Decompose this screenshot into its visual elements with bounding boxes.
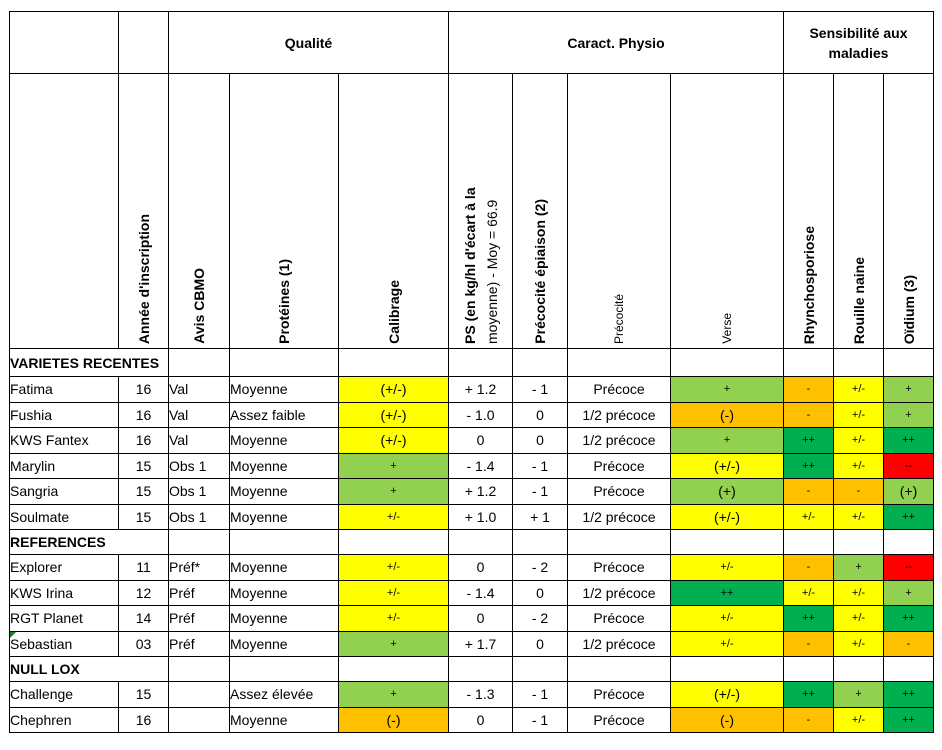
variety-name: KWS Fantex — [10, 428, 119, 454]
precocite-cell: 1/2 précoce — [568, 402, 671, 428]
empty-cell — [339, 349, 449, 377]
annee-cell: 11 — [119, 555, 169, 581]
table-row — [10, 555, 934, 581]
precocite-cell: Précoce — [568, 479, 671, 505]
table-row — [10, 707, 934, 733]
rhyncho-cell: - — [784, 402, 834, 428]
empty-cell — [339, 657, 449, 682]
oidium-cell: ++ — [884, 504, 934, 530]
empty-cell — [784, 530, 834, 555]
table-row — [10, 606, 934, 632]
avis-cell: Val — [169, 377, 230, 403]
epiaison-cell: - 1 — [513, 707, 568, 733]
calibrage-cell: (-) — [339, 707, 449, 733]
rhyncho-cell: ++ — [784, 606, 834, 632]
proteines-cell: Moyenne — [230, 428, 339, 454]
variety-name: Soulmate — [10, 504, 119, 530]
header-verse-text: Verse — [720, 313, 734, 344]
header-proteines — [230, 74, 339, 349]
oidium-cell: (+) — [884, 479, 934, 505]
oidium-cell: ++ — [884, 606, 934, 632]
ps-cell: + 1.2 — [449, 377, 513, 403]
header-ps — [449, 74, 513, 349]
header-annee-text: Année d'inscription — [135, 213, 152, 344]
oidium-cell: ++ — [884, 682, 934, 708]
epiaison-cell: 0 — [513, 402, 568, 428]
section-label: VARIETES RECENTES — [10, 349, 169, 377]
ps-cell: + 1.7 — [449, 631, 513, 657]
header-ps-line2: moyenne) - Moy = 66.9 — [483, 199, 500, 344]
precocite-cell: Précoce — [568, 555, 671, 581]
proteines-cell: Moyenne — [230, 707, 339, 733]
header-ps-line1: PS (en kg/hl d'écart à la — [461, 187, 478, 344]
header-calibrage-text: Calibrage — [385, 280, 402, 344]
empty-cell — [230, 530, 339, 555]
header-oidium-text: Oïdium (3) — [900, 274, 917, 344]
rouille-cell: +/- — [834, 402, 884, 428]
precocite-cell: Précoce — [568, 377, 671, 403]
empty-cell — [169, 349, 230, 377]
variety-name: RGT Planet — [10, 606, 119, 632]
verse-cell: + — [671, 428, 784, 454]
variety-name: KWS Irina — [10, 580, 119, 606]
precocite-cell: Précoce — [568, 453, 671, 479]
rouille-cell: +/- — [834, 377, 884, 403]
avis-cell: Obs 1 — [169, 504, 230, 530]
oidium-cell: ++ — [884, 707, 934, 733]
rouille-cell: +/- — [834, 631, 884, 657]
precocite-cell: 1/2 précoce — [568, 631, 671, 657]
section-row — [10, 530, 934, 555]
rhyncho-cell: +/- — [784, 504, 834, 530]
annee-cell: 16 — [119, 428, 169, 454]
empty-cell — [671, 530, 784, 555]
empty-cell — [230, 657, 339, 682]
empty-cell — [884, 349, 934, 377]
epiaison-cell: 0 — [513, 631, 568, 657]
variety-name: Sebastian — [10, 631, 119, 657]
oidium-cell: + — [884, 402, 934, 428]
avis-cell: Préf — [169, 606, 230, 632]
header-ps-text — [459, 134, 503, 344]
header-rouille — [834, 74, 884, 349]
corner-cell — [10, 74, 119, 349]
rhyncho-cell: - — [784, 707, 834, 733]
oidium-cell: -- — [884, 555, 934, 581]
table-row — [10, 428, 934, 454]
ps-cell: - 1.4 — [449, 580, 513, 606]
proteines-cell: Assez élevée — [230, 682, 339, 708]
proteines-cell: Moyenne — [230, 631, 339, 657]
calibrage-cell: (+/-) — [339, 402, 449, 428]
header-avis — [169, 74, 230, 349]
verse-cell: (-) — [671, 402, 784, 428]
header-annee — [119, 74, 169, 349]
oidium-cell: + — [884, 377, 934, 403]
avis-cell: Préf* — [169, 555, 230, 581]
empty-cell — [169, 530, 230, 555]
ps-cell: 0 — [449, 555, 513, 581]
verse-cell: (+/-) — [671, 453, 784, 479]
group-sensibilite: Sensibilité aux maladies — [784, 12, 934, 74]
epiaison-cell: - 2 — [513, 555, 568, 581]
empty-cell — [671, 349, 784, 377]
empty-cell — [169, 657, 230, 682]
rouille-cell: +/- — [834, 606, 884, 632]
calibrage-cell: +/- — [339, 606, 449, 632]
empty-cell — [513, 530, 568, 555]
annee-cell: 16 — [119, 707, 169, 733]
header-verse — [671, 74, 784, 349]
avis-cell: Obs 1 — [169, 479, 230, 505]
section-row — [10, 349, 934, 377]
avis-cell: Val — [169, 402, 230, 428]
empty-cell — [671, 657, 784, 682]
empty-cell — [449, 530, 513, 555]
annee-cell: 15 — [119, 453, 169, 479]
section-label: NULL LOX — [10, 657, 169, 682]
empty-cell — [568, 349, 671, 377]
empty-cell — [339, 530, 449, 555]
calibrage-cell: +/- — [339, 555, 449, 581]
epiaison-cell: + 1 — [513, 504, 568, 530]
epiaison-cell: 0 — [513, 428, 568, 454]
rhyncho-cell: ++ — [784, 428, 834, 454]
empty-cell — [884, 657, 934, 682]
rouille-cell: +/- — [834, 707, 884, 733]
oidium-cell: - — [884, 631, 934, 657]
precocite-cell: Précoce — [568, 707, 671, 733]
ps-cell: + 1.2 — [449, 479, 513, 505]
calibrage-cell: + — [339, 453, 449, 479]
calibrage-cell: +/- — [339, 580, 449, 606]
ps-cell: + 1.0 — [449, 504, 513, 530]
rhyncho-cell: - — [784, 377, 834, 403]
variety-name: Chephren — [10, 707, 119, 733]
rhyncho-cell: ++ — [784, 453, 834, 479]
proteines-cell: Moyenne — [230, 606, 339, 632]
empty-cell — [449, 657, 513, 682]
annee-cell: 16 — [119, 377, 169, 403]
empty-cell — [568, 530, 671, 555]
empty-cell — [568, 657, 671, 682]
ps-cell: - 1.4 — [449, 453, 513, 479]
epiaison-cell: 0 — [513, 580, 568, 606]
table-row — [10, 479, 934, 505]
rhyncho-cell: +/- — [784, 580, 834, 606]
verse-cell: +/- — [671, 555, 784, 581]
proteines-cell: Moyenne — [230, 479, 339, 505]
table-row — [10, 504, 934, 530]
calibrage-cell: +/- — [339, 504, 449, 530]
empty-cell — [449, 349, 513, 377]
precocite-cell: Précoce — [568, 682, 671, 708]
header-oidium — [884, 74, 934, 349]
empty-cell — [884, 530, 934, 555]
variety-name: Sangria — [10, 479, 119, 505]
empty-cell — [513, 349, 568, 377]
avis-cell: Obs 1 — [169, 453, 230, 479]
verse-cell: (+/-) — [671, 682, 784, 708]
rouille-cell: +/- — [834, 504, 884, 530]
empty-cell — [784, 657, 834, 682]
avis-cell — [169, 682, 230, 708]
verse-cell: (+/-) — [671, 504, 784, 530]
column-header-row — [10, 74, 934, 349]
rhyncho-cell: ++ — [784, 682, 834, 708]
verse-cell: (+) — [671, 479, 784, 505]
verse-cell: ++ — [671, 580, 784, 606]
annee-cell: 03 — [119, 631, 169, 657]
ps-cell: 0 — [449, 428, 513, 454]
header-rouille-text: Rouille naine — [850, 256, 867, 344]
corner-cell — [10, 12, 119, 74]
proteines-cell: Assez faible — [230, 402, 339, 428]
annee-cell: 14 — [119, 606, 169, 632]
group-header-row — [10, 12, 934, 74]
rhyncho-cell: - — [784, 555, 834, 581]
verse-cell: +/- — [671, 631, 784, 657]
header-calibrage — [339, 74, 449, 349]
corner-cell — [119, 12, 169, 74]
epiaison-cell: - 2 — [513, 606, 568, 632]
section-label: REFERENCES — [10, 530, 169, 555]
avis-cell: Préf — [169, 631, 230, 657]
variety-name: Fushia — [10, 402, 119, 428]
table-row — [10, 631, 934, 657]
rhyncho-cell: - — [784, 479, 834, 505]
group-physio: Caract. Physio — [449, 12, 784, 74]
table-row — [10, 377, 934, 403]
epiaison-cell: - 1 — [513, 682, 568, 708]
section-row — [10, 657, 934, 682]
proteines-cell: Moyenne — [230, 377, 339, 403]
header-rhyncho — [784, 74, 834, 349]
header-precocite-text: Précocité — [612, 293, 626, 344]
header-epiaison-text: Précocité épiaison (2) — [532, 199, 548, 344]
epiaison-cell: - 1 — [513, 479, 568, 505]
proteines-cell: Moyenne — [230, 453, 339, 479]
rouille-cell: + — [834, 555, 884, 581]
rouille-cell: +/- — [834, 453, 884, 479]
variety-name: Explorer — [10, 555, 119, 581]
oidium-cell: + — [884, 580, 934, 606]
annee-cell: 16 — [119, 402, 169, 428]
rouille-cell: +/- — [834, 580, 884, 606]
empty-cell — [784, 349, 834, 377]
avis-cell — [169, 707, 230, 733]
variety-name: Marylin — [10, 453, 119, 479]
group-qualite: Qualité — [169, 12, 449, 74]
rhyncho-cell: - — [784, 631, 834, 657]
calibrage-cell: + — [339, 631, 449, 657]
ps-cell: 0 — [449, 707, 513, 733]
table-row — [10, 453, 934, 479]
header-rhyncho-text: Rhynchosporiose — [800, 225, 817, 344]
header-avis-text: Avis CBMO — [191, 268, 207, 344]
empty-cell — [513, 657, 568, 682]
header-proteines-text: Protéines (1) — [276, 259, 292, 344]
proteines-cell: Moyenne — [230, 504, 339, 530]
verse-cell: (-) — [671, 707, 784, 733]
avis-cell: Val — [169, 428, 230, 454]
table-row — [10, 402, 934, 428]
varieties-table — [9, 11, 934, 733]
oidium-cell: -- — [884, 453, 934, 479]
rouille-cell: +/- — [834, 428, 884, 454]
variety-name: Challenge — [10, 682, 119, 708]
verse-cell: +/- — [671, 606, 784, 632]
calibrage-cell: + — [339, 682, 449, 708]
proteines-cell: Moyenne — [230, 555, 339, 581]
rouille-cell: - — [834, 479, 884, 505]
empty-cell — [834, 349, 884, 377]
annee-cell: 15 — [119, 682, 169, 708]
calibrage-cell: + — [339, 479, 449, 505]
calibrage-cell: (+/-) — [339, 428, 449, 454]
variety-name: Fatima — [10, 377, 119, 403]
ps-cell: - 1.3 — [449, 682, 513, 708]
precocite-cell: Précoce — [568, 606, 671, 632]
table-row — [10, 682, 934, 708]
empty-cell — [834, 657, 884, 682]
ps-cell: 0 — [449, 606, 513, 632]
calibrage-cell: (+/-) — [339, 377, 449, 403]
header-precocite — [568, 74, 671, 349]
oidium-cell: ++ — [884, 428, 934, 454]
proteines-cell: Moyenne — [230, 580, 339, 606]
precocite-cell: 1/2 précoce — [568, 504, 671, 530]
table-row — [10, 580, 934, 606]
avis-cell: Préf — [169, 580, 230, 606]
rouille-cell: + — [834, 682, 884, 708]
empty-cell — [834, 530, 884, 555]
annee-cell: 15 — [119, 504, 169, 530]
ps-cell: - 1.0 — [449, 402, 513, 428]
annee-cell: 12 — [119, 580, 169, 606]
precocite-cell: 1/2 précoce — [568, 580, 671, 606]
precocite-cell: 1/2 précoce — [568, 428, 671, 454]
verse-cell: + — [671, 377, 784, 403]
annee-cell: 15 — [119, 479, 169, 505]
header-epiaison — [513, 74, 568, 349]
epiaison-cell: - 1 — [513, 453, 568, 479]
epiaison-cell: - 1 — [513, 377, 568, 403]
empty-cell — [230, 349, 339, 377]
